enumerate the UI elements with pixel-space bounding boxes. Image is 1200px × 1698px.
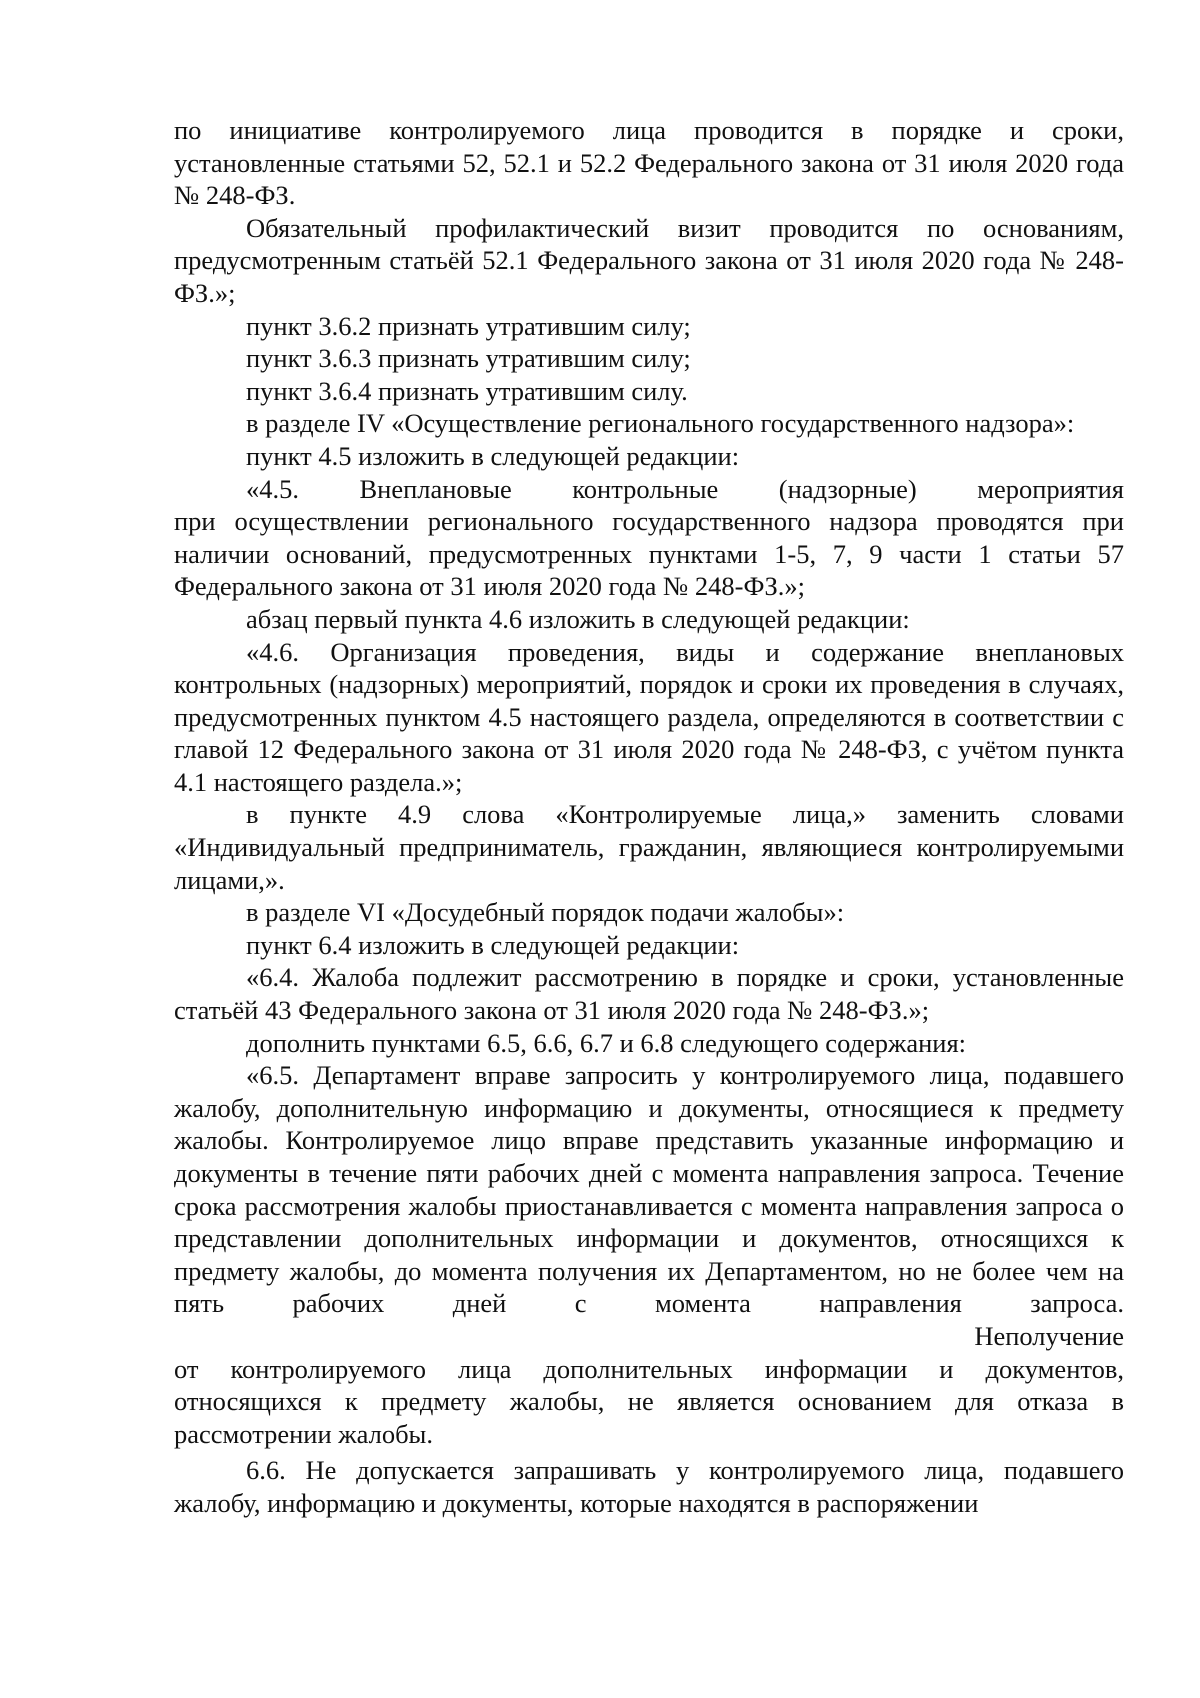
paragraph-item-4-5-text: при осуществлении регионального государственного надзора проводятся при наличии оснований, предусмотренных пунктами 1-5, 7, 9 части 1 статьи 57 Федерального закона от 31 июля 2020 года № 248-ФЗ.»;	[174, 506, 1124, 602]
paragraph-item-6-4-text: «6.4. Жалоба подлежит рассмотрению в порядке и сроки, установленные статьёй 43 Федерального закона от 31 июля 2020 года № 248-ФЗ.»;	[174, 962, 1124, 1026]
paragraph-item-4-9-first-line: в пункте 4.9 слова «Контролируемые лица,» заменить словами	[246, 799, 1124, 830]
paragraph-add-items: дополнить пунктами 6.5, 6.6, 6.7 и 6.8 следующего содержания:	[246, 1027, 967, 1058]
paragraph-item-6-6-text: 6.6. Не допускается запрашивать у контролируемого лица, подавшего жалобу, информацию и документы, которые находятся в распоряжении	[174, 1455, 1124, 1518]
paragraph-item-6-5-text: «6.5. Департамент вправе запросить у контролируемого лица, подавшего жалобу, дополнительную информацию и документы, относящиеся к предмету жалобы. Контролируемое лицо вправе представить указанные информацию и документы в течение пяти рабочих дней с момента направления запроса. Течение срока рассмотрения жалобы приостанавливается с момента направления запроса о представлении дополнительных информации и документов, относящихся к предмету жалобы, до момента получения их Департаментом, но не более чем на пять рабочих дней с момента направления запроса.	[174, 1060, 1124, 1319]
paragraph-item-4-5-intro: пункт 4.5 изложить в следующей редакции:	[246, 440, 740, 471]
paragraph-item-3-6-4: пункт 3.6.4 признать утратившим силу.	[246, 375, 688, 406]
document-body	[174, 114, 1124, 1520]
paragraph-continuation: по инициативе контролируемого лица проводится в порядке и сроки, установленные статьями 52, 52.1 и 52.2 Федерального закона от 31 июля 2020 года № 248-ФЗ.	[174, 115, 1124, 211]
paragraph-item-3-6-3: пункт 3.6.3 признать утратившим силу;	[246, 343, 691, 374]
paragraph-item-6-5-continuation: от контролируемого лица дополнительных информации и документов, относящихся к предмету жалобы, не является основанием для отказа в рассмотрении жалобы.	[174, 1353, 1124, 1449]
paragraph-section-vi: в разделе VI «Досудебный порядок подачи жалобы»:	[246, 897, 845, 928]
paragraph-item-4-5-first-line: «4.5. Внеплановые контрольные (надзорные) мероприятия	[246, 473, 1124, 504]
paragraph-item-6-4-intro: пункт 6.4 изложить в следующей редакции:	[246, 929, 740, 960]
paragraph-section-iv: в разделе IV «Осуществление регионального государственного надзора»:	[246, 408, 1075, 439]
paragraph-item-6-5-right: Неполучение	[974, 1320, 1124, 1351]
paragraph-item-3-6-2: пункт 3.6.2 признать утратившим силу;	[246, 310, 691, 341]
paragraph-item-4-9-text: «Индивидуальный предприниматель, гражданин, являющиеся контролируемыми лицами,».	[174, 832, 1124, 895]
paragraph-item-4-6-text: «4.6. Организация проведения, виды и содержание внеплановых контрольных (надзорных) мероприятий, порядок и сроки их проведения в случаях, предусмотренных пунктом 4.5 настоящего раздела, определяются в соответствии с главой 12 Федерального закона от 31 июля 2020 года № 248-ФЗ, с учётом пункта 4.1 настоящего раздела.»;	[174, 636, 1124, 797]
paragraph-mandatory-visit: Обязательный профилактический визит проводится по основаниям, предусмотренным статьёй 52.1 Федерального закона от 31 июля 2020 года № 248-ФЗ.»;	[174, 212, 1124, 308]
paragraph-item-4-6-intro: абзац первый пункта 4.6 изложить в следующей редакции:	[246, 603, 910, 634]
